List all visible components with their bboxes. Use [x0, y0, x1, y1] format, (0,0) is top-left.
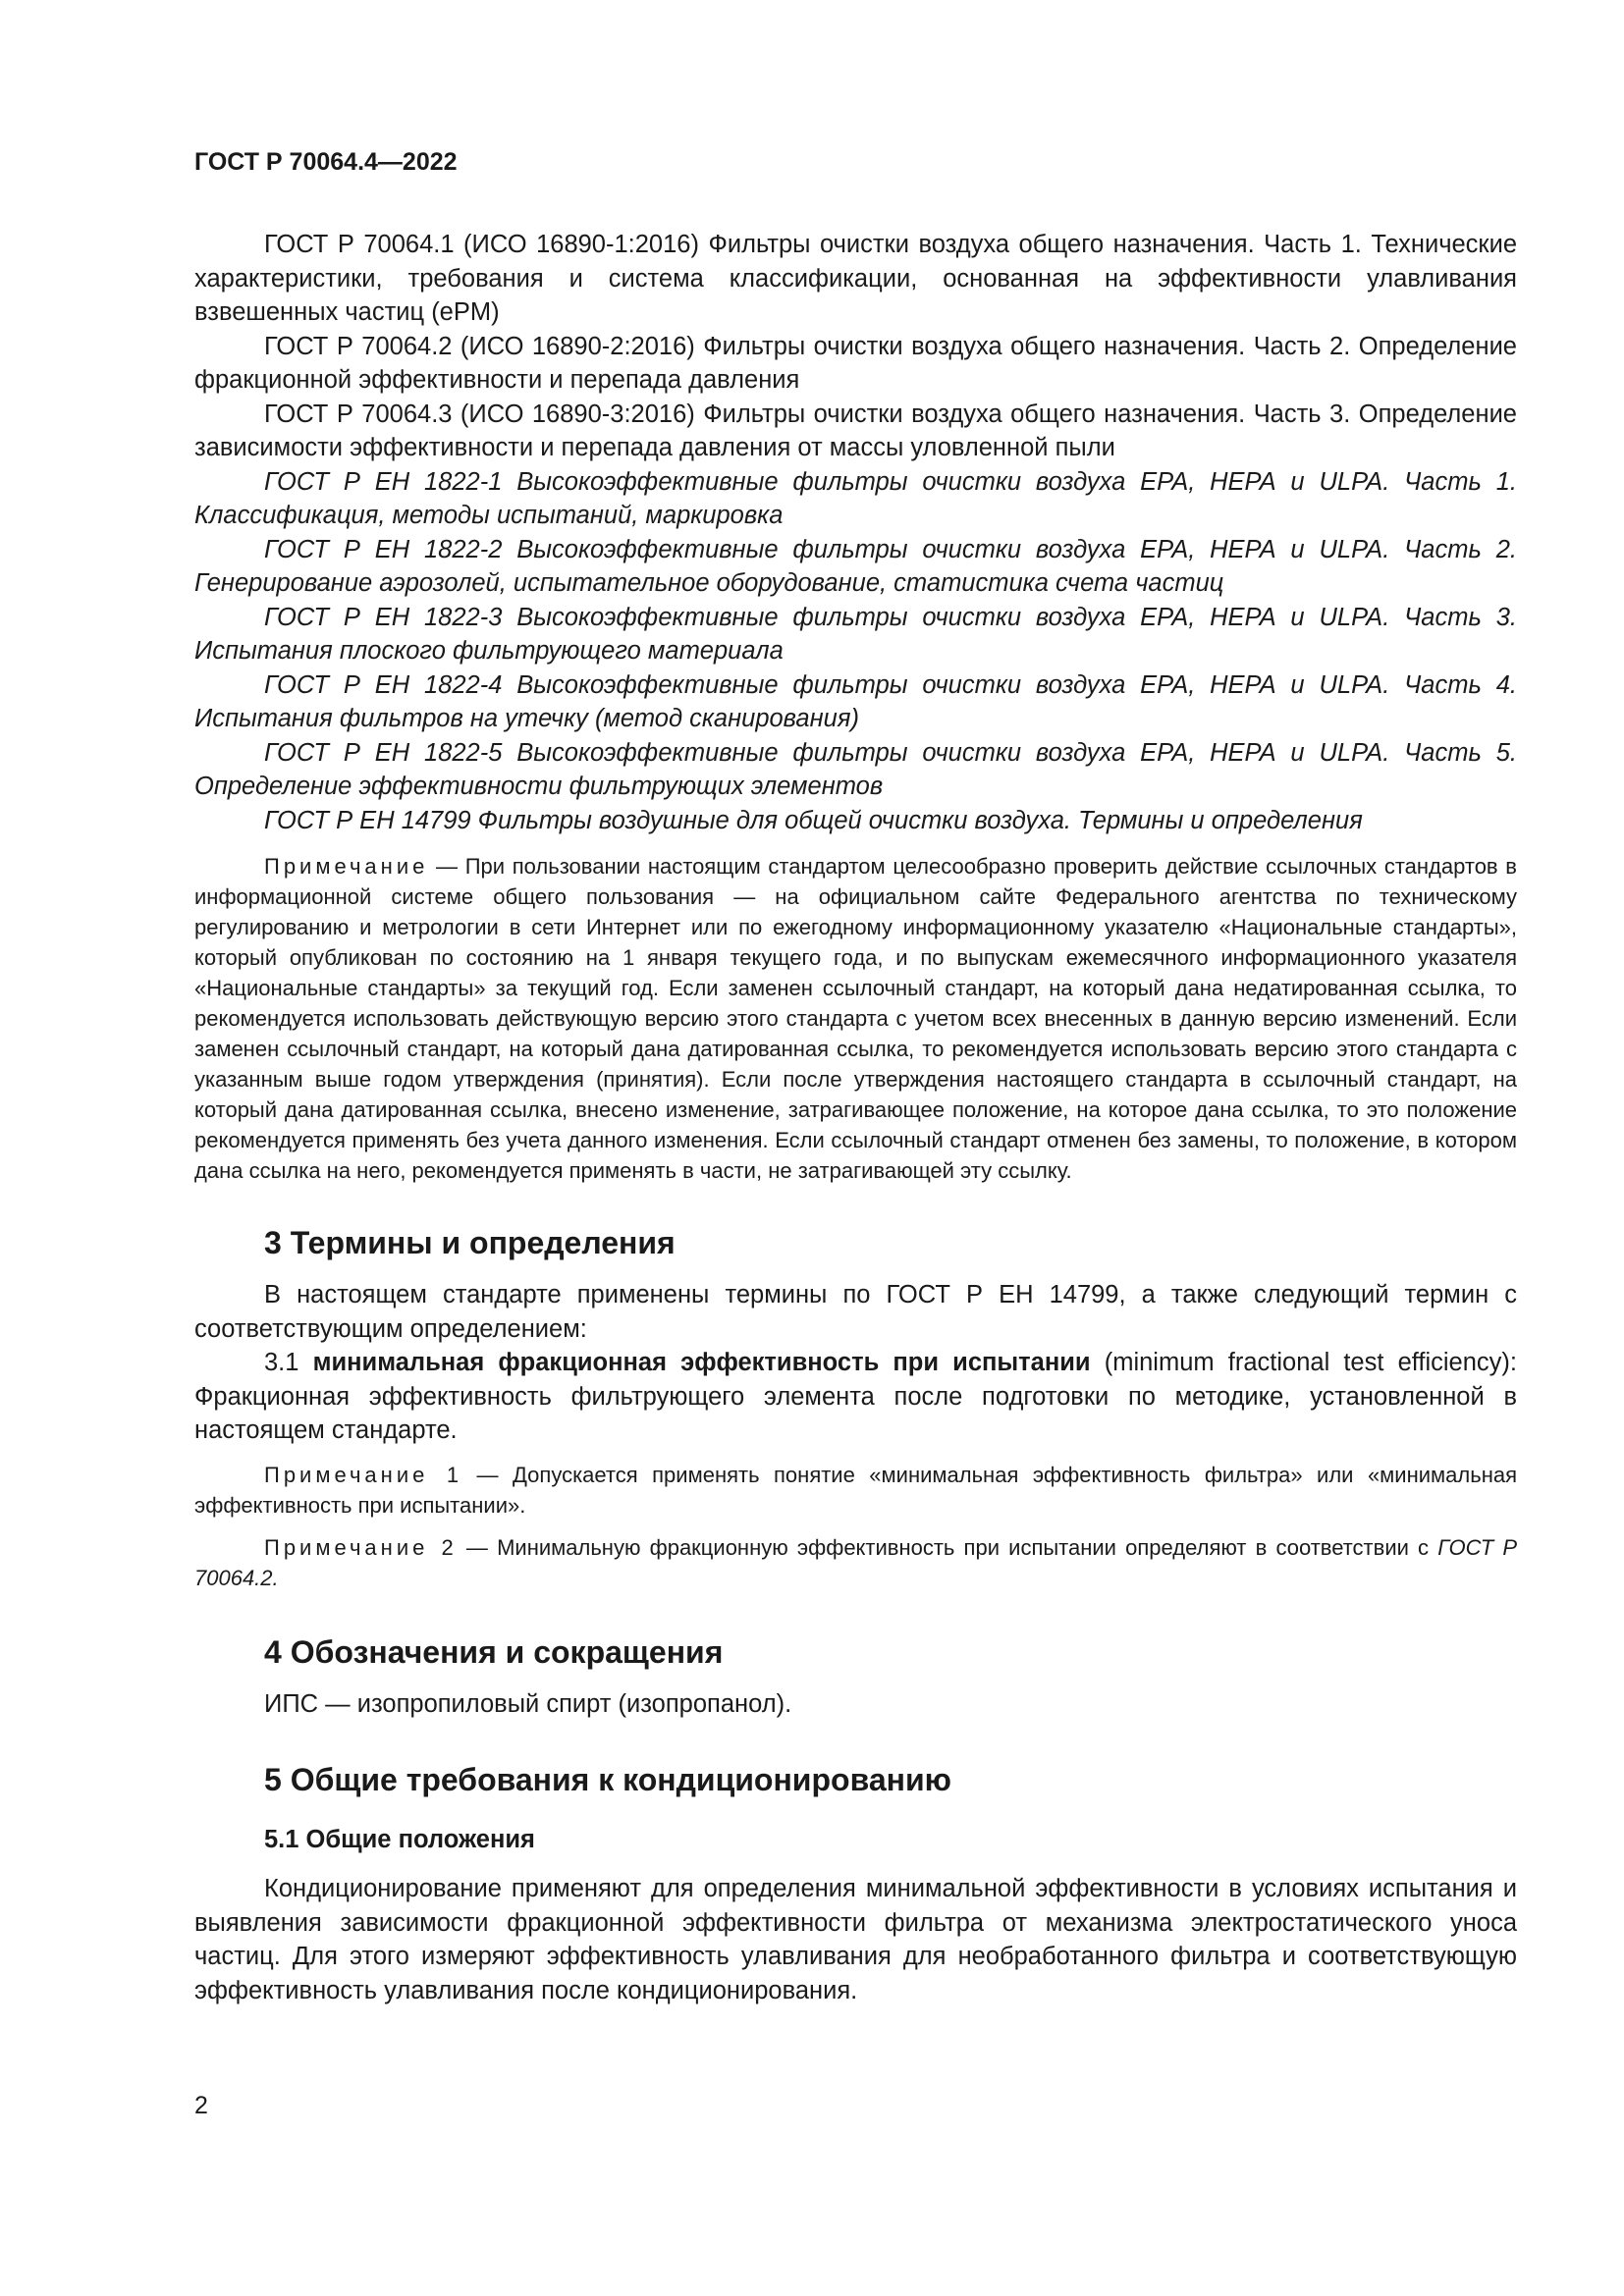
reference-item: ГОСТ Р ЕН 1822-1 Высокоэффективные фильтры очистки воздуха ЕРА, НЕРА и ULPA. Часть 1. Классификация, методы испытаний, маркировка: [194, 467, 1517, 529]
reference-item: ГОСТ Р 70064.3 (ИСО 16890-3:2016) Фильтры очистки воздуха общего назначения. Часть 3. Определение зависимости эффективности и перепада давления от массы уловленной пыли: [194, 400, 1517, 461]
section-5-1-title: 5.1 Общие положения: [264, 1826, 535, 1853]
reference-item: ГОСТ Р ЕН 1822-4 Высокоэффективные фильтры очистки воздуха ЕРА, НЕРА и ULPA. Часть 4. Испытания фильтров на утечку (метод сканирования): [194, 670, 1517, 732]
reference-item: ГОСТ Р 70064.2 (ИСО 16890-2:2016) Фильтры очистки воздуха общего назначения. Часть 2. Определение фракционной эффективности и перепада давления: [194, 332, 1517, 394]
section-3-intro: В настоящем стандарте применены термины по ГОСТ Р ЕН 14799, а также следующий термин с соответствующим определением:: [194, 1281, 1517, 1343]
term-definition: (minimum fractional test efficiency): Фракционная эффективность фильтрующего элемента после подготовки по методике, установленной в настоящем стандарте.: [194, 1349, 1517, 1444]
term-name: минимальная фракционная эффективность при испытании: [312, 1349, 1091, 1376]
section-3-title: 3 Термины и определения: [264, 1225, 676, 1260]
reference-item: ГОСТ Р ЕН 1822-5 Высокоэффективные фильтры очистки воздуха ЕРА, НЕРА и ULPA. Часть 5. Определение эффективности фильтрующих элементов: [194, 738, 1517, 800]
note-2: [194, 1532, 1517, 1593]
section-5-1-text: Кондиционирование применяют для определения минимальной эффективности в условиях испытания и выявления зависимости фракционной эффективности фильтра от механизма электростатического уноса частиц. Для этого измеряют эффективность улавливания для необработанного фильтра и соответствующую эффективность улавливания после кондиционирования.: [194, 1875, 1517, 2004]
section-4-text: ИПС — изопропиловый спирт (изопропанол).: [264, 1689, 792, 1718]
note-2-text: — Минимальную фракционную эффективность при испытании определяют в соответствии с: [457, 1534, 1438, 1560]
section-5-title: 5 Общие требования к кондиционированию: [264, 1762, 951, 1797]
note-2-reference: ГОСТ Р 70064.2.: [194, 1534, 1518, 1590]
reference-item: ГОСТ Р ЕН 1822-3 Высокоэффективные фильтры очистки воздуха ЕРА, НЕРА и ULPA. Часть 3. Испытания плоского фильтрующего материала: [194, 603, 1517, 665]
term-3-1: [194, 1346, 1517, 1448]
document-page: [194, 147, 1517, 2007]
note-1-label: Примечание 1: [264, 1462, 463, 1487]
term-number: 3.1: [264, 1349, 313, 1376]
note-label: Примечание: [264, 854, 429, 879]
note-text: — При пользовании настоящим стандартом целесообразно проверить действие ссылочных стандартов в информационной системе общего пользования — на официальном сайте Федерального агентства по техническому регулированию и метрологии в сети Интернет или по ежегодному информационному указателю «Национальные стандарты», который опубликован по состоянию на 1 января текущего года, и по выпускам ежемесячного информационного указателя «Национальные стандарты» за текущий год. Если заменен ссылочный стандарт, на который дана недатированная ссылка, то рекомендуется использовать действующую версию этого стандарта с учетом всех внесенных в данную версию изменений. Если заменен ссылочный стандарт, на который дана датированная ссылка, то рекомендуется использовать версию этого стандарта с указанным выше годом утверждения (принятия). Если после утверждения настоящего стандарта в ссылочный стандарт, на который дана датированная ссылка, внесено изменение, затрагивающее положение, на которое дана ссылка, то это положение рекомендуется применять без учета данного изменения. Если ссылочный стандарт отменен без замены, то положение, в котором дана ссылка на него, рекомендуется применять в части, не затрагивающей эту ссылку.: [194, 854, 1517, 1183]
reference-list: [194, 228, 1517, 837]
document-header: ГОСТ Р 70064.4—2022: [194, 148, 458, 176]
note-main: [194, 851, 1517, 1186]
reference-item: ГОСТ Р ЕН 1822-2 Высокоэффективные фильтры очистки воздуха ЕРА, НЕРА и ULPA. Часть 2. Генерирование аэрозолей, испытательное оборудование, статистика счета частиц: [194, 535, 1517, 597]
note-2-label: Примечание 2: [264, 1534, 458, 1560]
note-1-text: — Допускается применять понятие «минимальная эффективность фильтра» или «минимальная эффективность при испытании».: [194, 1462, 1517, 1518]
page-number: 2: [194, 2092, 208, 2119]
note-1: [194, 1460, 1517, 1521]
reference-item: ГОСТ Р ЕН 14799 Фильтры воздушные для общей очистки воздуха. Термины и определения: [264, 806, 1363, 834]
section-4-title: 4 Обозначения и сокращения: [264, 1633, 724, 1670]
reference-item: ГОСТ Р 70064.1 (ИСО 16890-1:2016) Фильтры очистки воздуха общего назначения. Часть 1. Технические характеристики, требования и система классификации, основанная на эффективности улавливания взвешенных частиц (ePM): [194, 231, 1517, 326]
